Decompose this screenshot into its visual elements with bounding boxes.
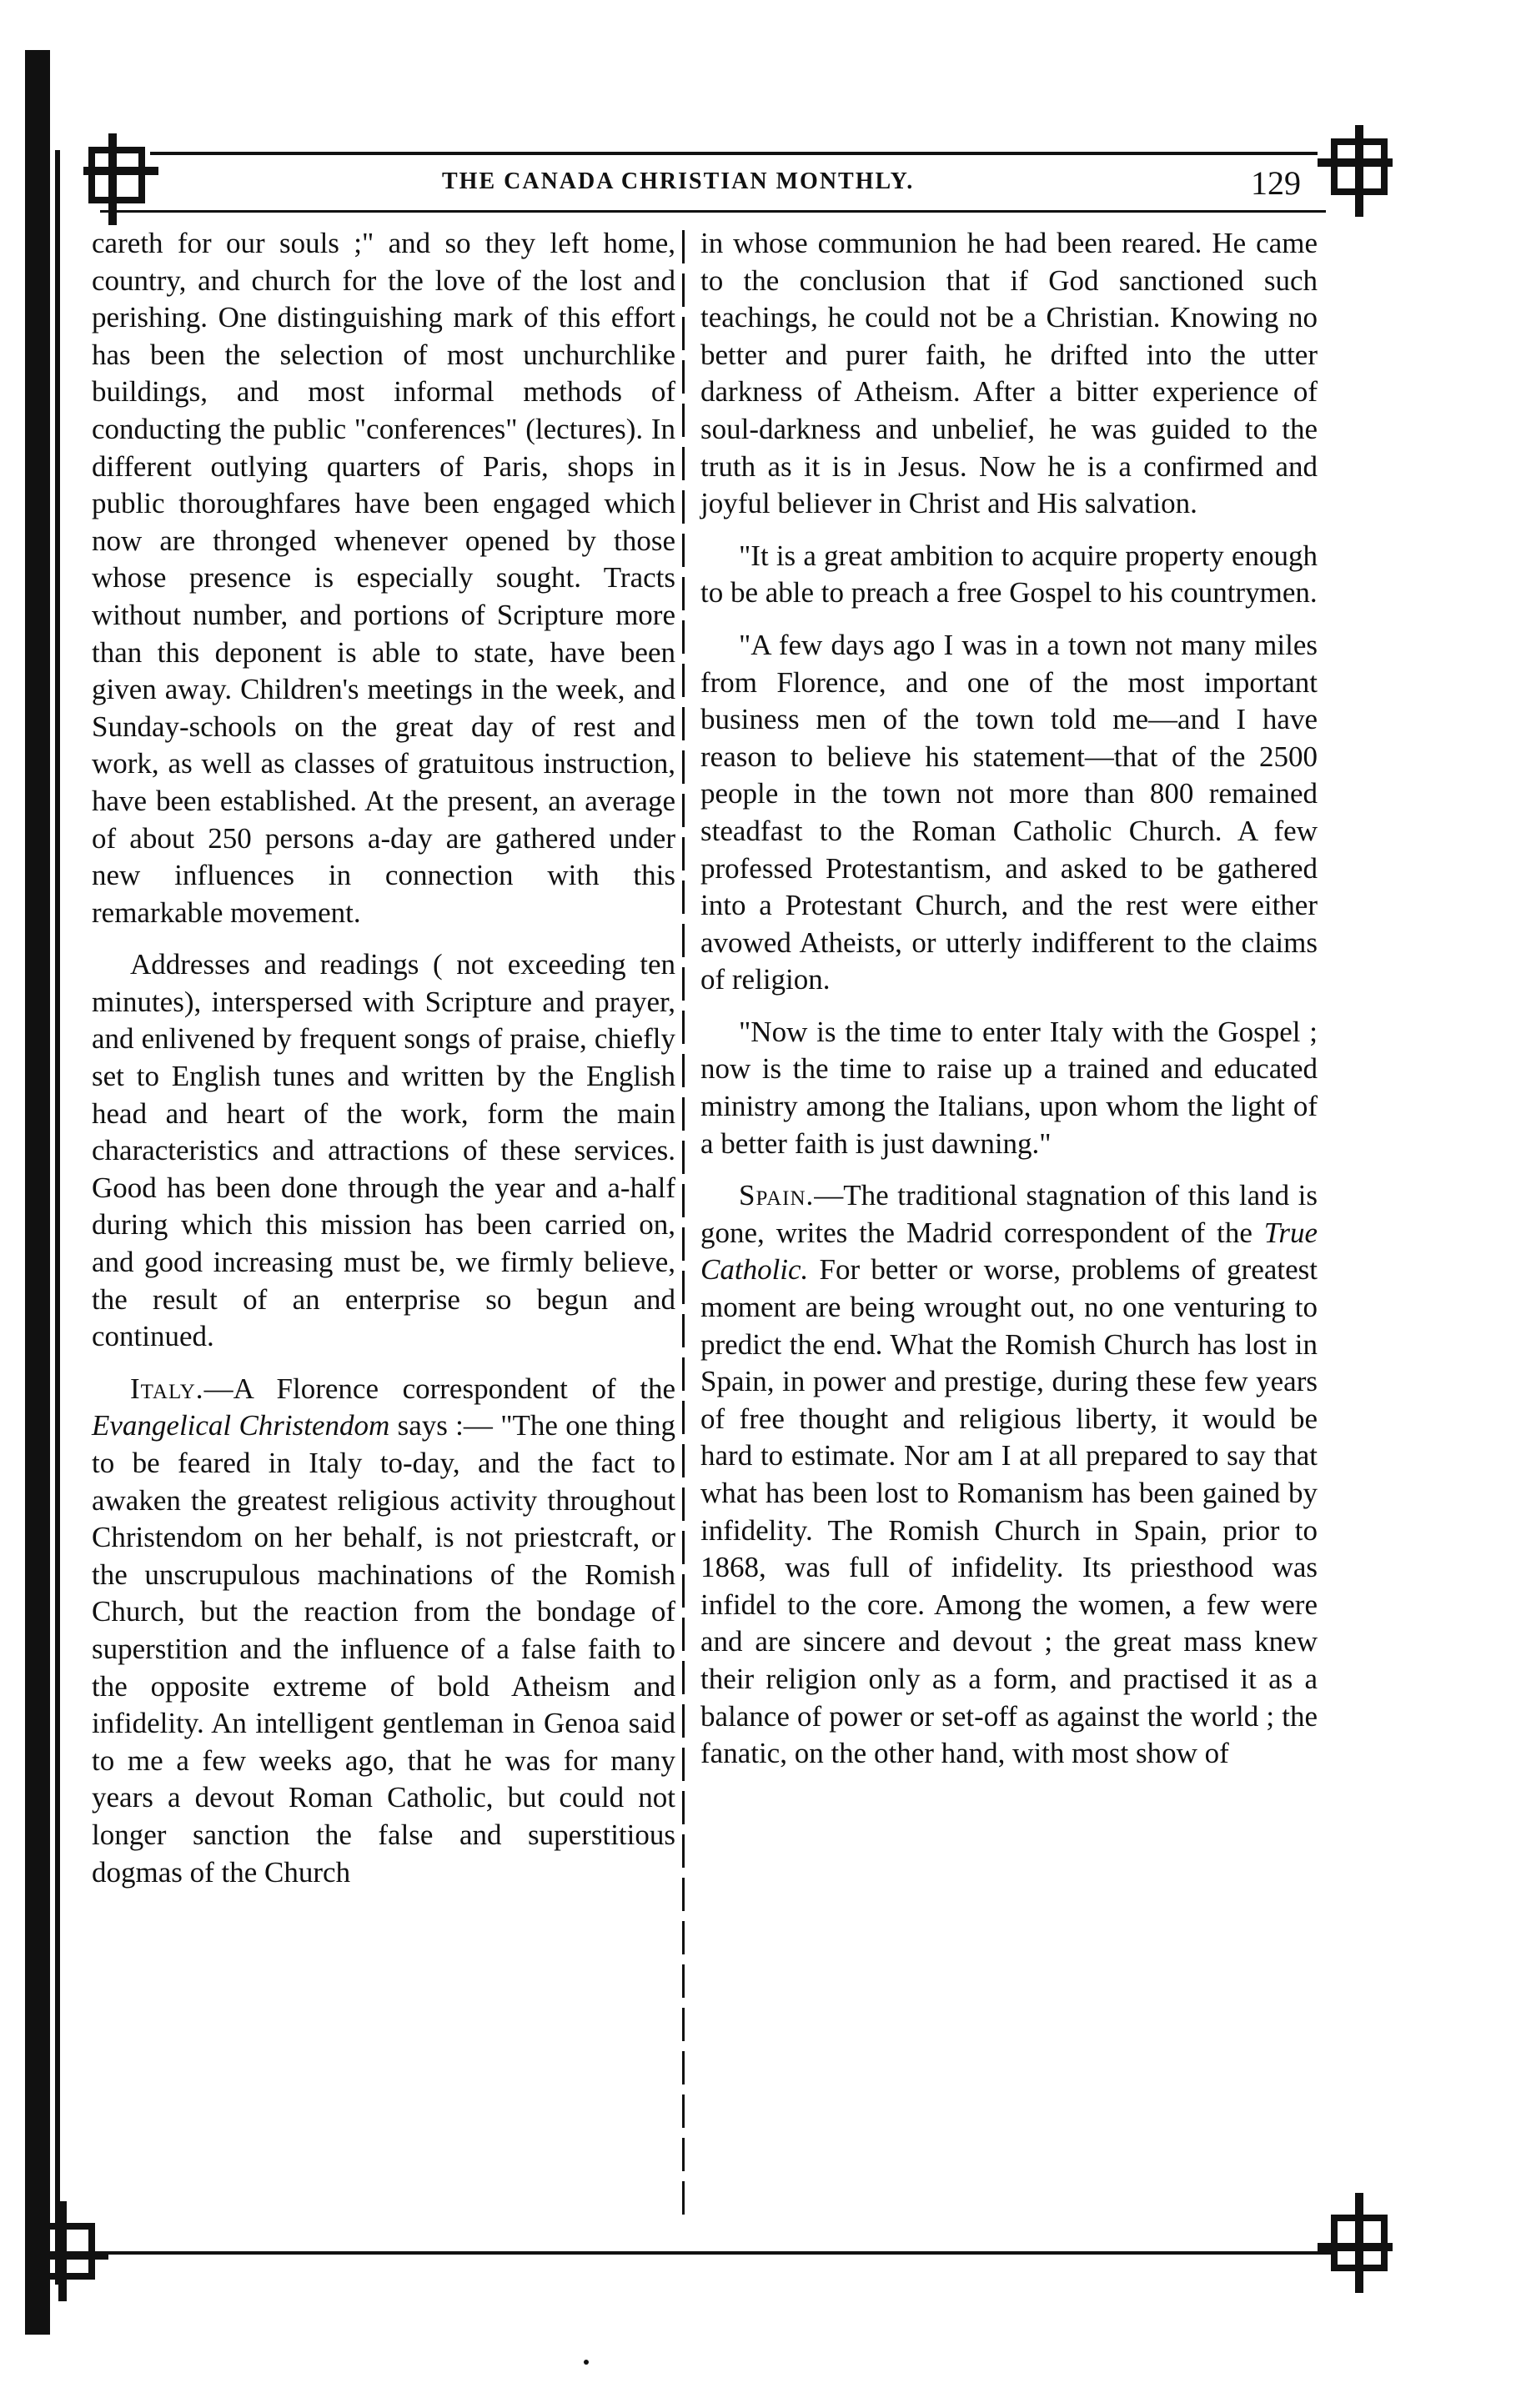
footer-rule — [100, 2251, 1334, 2255]
paragraph-communion: in whose communion he had been reared. He came to the conclusion that if God sanctioned such teachings, he could not be a Christian. Knowing no better and purer faith, he drifted into the utter darkness of Atheism. After a bitter experience of soul-darkness and unbelief, he was guided to the truth as it is in Jesus. Now he is a confirmed and joyful believer in Christ and His salvation. — [700, 227, 1318, 520]
publication-name: True Catholic. — [700, 1216, 1318, 1287]
paragraph-addresses: Addresses and readings ( not exceeding ten minutes), interspersed with Scripture and prayer, and enlivened by frequent songs of praise, chiefly set to English tunes and written by the English head and heart of the work, form the main characteristics and attractions of these services. Good has been done through the year and a-half during which this mission has been carried on, and good increasing must be, we firmly believe, the result of an enterprise so begun and continued. — [92, 948, 675, 1353]
page-number: 129 — [1251, 164, 1301, 202]
paragraph-paris-mission: careth for our souls ;" and so they left home, country, and church for the love of the lost and perishing. One distinguishing mark of this effort has been the selection of most unchurchlike buildings, and most informal methods of conducting the public "conferences" (lectures). In different outlying quarters of Paris, shops in public thoroughfares have been engaged which now are thronged whenever opened by those whose presence is especially sought. Tracts without number, and portions of Scripture more than this deponent is able to state, have been given away. Children's meetings in the week, and Sunday-schools on the great day of rest and work, as well as classes of gratuitous instruction, have been established. At the present, an average of about 250 persons a-day are gathered under new influences in connection with this remarkable movement. — [92, 227, 675, 929]
publication-name: Evangelical Christendom — [92, 1409, 390, 1442]
section-head-italy: Italy. — [130, 1372, 204, 1405]
paragraph-ambition: "It is a great ambition to acquire property enough to be able to preach a free Gospel to his countrymen. — [700, 539, 1318, 610]
corner-ornament-bottom-left — [33, 2201, 108, 2301]
print-speck — [584, 2360, 589, 2365]
left-column — [92, 225, 675, 1906]
paragraph-florence-town: "A few days ago I was in a town not many miles from Florence, and one of the most important business men of the town told me—and I have reason to believe his statement—that of the 2500 people in the town not more than 800 remained steadfast to the Roman Catholic Church. A few professed Protestantism, and asked to be gathered into a Protestant Church, and the rest were either avowed Atheists, or utterly indifferent to the claims of religion. — [700, 628, 1318, 996]
header-rule-top — [150, 152, 1318, 155]
column-divider — [682, 230, 685, 2223]
section-head-spain: Spain. — [739, 1179, 815, 1212]
paragraph-spain: Spain.—The traditional stagnation of this land is gone, writes the Madrid correspondent of the True Catholic. For better or worse, problems of greatest moment are being wrought out, no one venturing to predict the end. What the Romish Church has lost in Spain, in power and prestige, during these few years of free thought and religious liberty, it would be hard to estimate. Nor am I at all prepared to say that what has been lost to Romanism has been gained by infidelity. The Romish Church in Spain, prior to 1868, was full of infidelity. Its priesthood was infidel to the core. Among the women, a few were and are sincere and devout ; the great mass knew their religion only as a form, and practised it as a balance of power or set-off as against the world ; the fanatic, on the other hand, with most show of — [700, 1179, 1318, 1770]
paragraph-italy: Italy.—A Florence correspondent of the Evangelical Christendom says :— "The one thing to be feared in Italy to-day, and the fact to awaken the greatest religious activity throughout Christendom on her behalf, is not priestcraft, or the unscrupulous machinations of the Romish Church, but the reaction from the bondage of superstition and the influence of a false faith to the opposite extreme of bold Atheism and infidelity. An intelligent gentleman in Genoa said to me a few weeks ago, that he was for many years a devout Roman Catholic, but could not longer sanction the false and superstitious dogmas of the Church — [92, 1372, 675, 1889]
page-border-line — [55, 150, 60, 2285]
paragraph-gospel-time: "Now is the time to enter Italy with the Gospel ; now is the time to raise up a trained and educated ministry among the Italians, upon whom the light of a better faith is just dawning." — [700, 1015, 1318, 1160]
journal-title: THE CANADA CHRISTIAN MONTHLY. — [442, 168, 915, 194]
page-edge-bar — [25, 50, 50, 2335]
right-column — [700, 225, 1318, 1788]
running-header — [167, 163, 1318, 205]
header-rule-bottom — [100, 210, 1326, 213]
corner-ornament-top-right — [1318, 125, 1393, 225]
corner-ornament-bottom-right — [1318, 2193, 1393, 2293]
corner-ornament-top-left — [83, 133, 158, 233]
